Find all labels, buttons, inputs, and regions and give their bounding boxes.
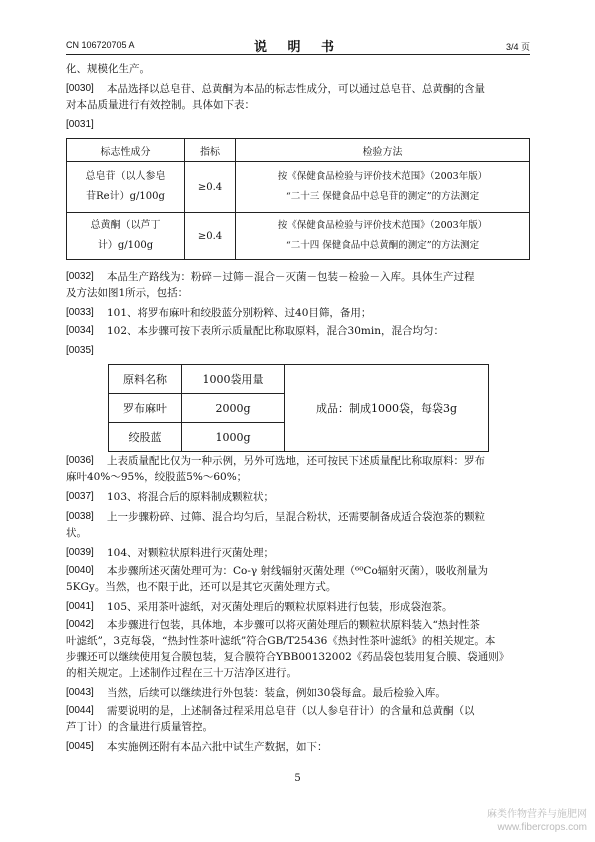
paragraph-line: 101、将罗布麻叶和绞股蓝分别粉粹、过40目筛，备用； xyxy=(107,307,372,319)
paragraph-line: 芦丁计）的含量进行质量管控。 xyxy=(66,721,213,733)
page-number: 5 xyxy=(294,773,301,784)
watermark-line: 麻类作物营养与施肥网 xyxy=(487,809,587,820)
table-cell: 罗布麻叶 xyxy=(109,394,182,423)
table-header: 标志性成分 xyxy=(67,139,185,162)
paragraph-line: 本品生产路线为：粉碎－过筛－混合－灭菌－包装－检验－入库。具体生产过程 xyxy=(107,271,475,283)
paragraph-line: 叶滤纸”，3克每袋，“热封性茶叶滤纸”符合GB/T25436《热封性茶叶滤纸》的相关规定。本 xyxy=(66,635,496,647)
table-header: 检验方法 xyxy=(236,139,530,162)
paragraph-line: 化、规模化生产。 xyxy=(66,63,150,75)
table-header: 指标 xyxy=(185,139,236,162)
marker-component-table xyxy=(66,138,530,260)
paragraph-tag: [0044] xyxy=(66,705,94,716)
paragraph-line: 本步骤进行包装，具体地，本步骤可以将灭菌处理后的颗粒状原料装入“热封性茶 xyxy=(107,619,480,631)
table-cell: ≥0.4 xyxy=(185,213,236,260)
paragraph-line: 麻叶40%～95%，绞股蓝5%～60%； xyxy=(66,471,248,483)
table-header: 1000袋用量 xyxy=(182,365,285,394)
paragraph-tag: [0030] xyxy=(66,83,94,94)
paragraph-line: 本品选择以总皂苷、总黄酮为本品的标志性成分，可以通过总皂苷、总黄酮的含量 xyxy=(107,83,485,95)
paragraph-line: 105、采用茶叶滤纸，对灭菌处理后的颗粒状原料进行包装，形成袋泡茶。 xyxy=(107,601,453,613)
paragraph-line: 本步骤所述灭菌处理可为：Co-γ 射线辐射灭菌处理（⁶⁰Co辐射灭菌），吸收剂量为 xyxy=(107,565,489,577)
paragraph-tag: [0031] xyxy=(66,119,94,130)
paragraph-line: 上一步骤粉碎、过筛、混合均匀后，呈混合粉状，还需要制备成适合袋泡茶的颗粒 xyxy=(107,511,485,523)
paragraph-line: 状。 xyxy=(66,527,87,539)
watermark-line: www.fibercrops.com xyxy=(497,822,587,833)
paragraph-tag: [0038] xyxy=(66,511,94,522)
paragraph-tag: [0032] xyxy=(66,271,94,282)
paragraph-line: 上表质量配比仅为一种示例，另外可选地，还可按民下述质量配比称取原料：罗布 xyxy=(107,455,485,467)
paragraph-line: 本实施例还附有本品六批中试生产数据，如下： xyxy=(107,741,328,753)
table-cell: 1000g xyxy=(182,423,285,452)
paragraph-tag: [0037] xyxy=(66,491,94,502)
page-indicator: 3/4 页 xyxy=(505,42,530,52)
patent-number: CN 106720705 A xyxy=(66,40,135,50)
paragraph-tag: [0039] xyxy=(66,547,94,558)
paragraph-line: 当然，后续可以继续进行外包装：装盒，例如30袋每盒。最后检验入库。 xyxy=(107,687,446,699)
paragraph-tag: [0033] xyxy=(66,307,94,318)
table-row: 总黄酮（以芦丁 计）g/100g ≥0.4 按《保健食品检验与评价技术范围》（2003年版） “二十四 保健食品中总黄酮的测定”的方法测定 xyxy=(67,213,530,260)
paragraph-line: 103、将混合后的原料制成颗粒状； xyxy=(107,491,275,503)
paragraph-line: 5KGy。当然，也不限于此，还可以是其它灭菌处理方式。 xyxy=(66,581,337,593)
paragraph-tag: [0043] xyxy=(66,687,94,698)
paragraph-tag: [0040] xyxy=(66,565,94,576)
paragraph-line: 对本品质量进行有效控制。具体如下表： xyxy=(66,99,255,111)
paragraph-tag: [0045] xyxy=(66,741,94,752)
page-header xyxy=(66,36,530,55)
paragraph-line: 及方法如图1所示，包括： xyxy=(66,287,189,299)
paragraph-line: 步骤还可以继续使用复合膜包装，复合膜符合YBB00132002《药品袋包装用复合膜、袋通则》 xyxy=(66,651,510,663)
paragraph-line: 102、本步骤可按下表所示质量配比称取原料，混合30min，混合均匀： xyxy=(107,325,444,337)
paragraph-tag: [0042] xyxy=(66,619,94,630)
formula-table xyxy=(108,364,489,452)
table-row: 总皂苷（以人参皂 苷Re计）g/100g ≥0.4 按《保健食品检验与评价技术范围》（2003年版） “二十三 保健食品中总皂苷的测定”的方法测定 xyxy=(67,162,530,213)
paragraph-line: 需要说明的是，上述制备过程采用总皂苷（以人参皂苷计）的含量和总黄酮（以 xyxy=(107,705,475,717)
product-note: 成品：制成1000袋，每袋3g xyxy=(285,365,489,452)
table-header: 原料名称 xyxy=(109,365,182,394)
table-cell: 2000g xyxy=(182,394,285,423)
table-cell: 绞股蓝 xyxy=(109,423,182,452)
watermark xyxy=(487,808,587,834)
paragraph-tag: [0041] xyxy=(66,601,94,612)
paragraph-line: 104、对颗粒状原料进行灭菌处理； xyxy=(107,547,275,559)
paragraph-line: 的相关规定。上述制作过程在三十万洁净区进行。 xyxy=(66,667,297,679)
paragraph-tag: [0036] xyxy=(66,455,94,466)
table-cell: ≥0.4 xyxy=(185,162,236,213)
paragraph-tag: [0034] xyxy=(66,325,94,336)
paragraph-tag: [0035] xyxy=(66,345,94,356)
document-title: 说 明 书 xyxy=(253,40,343,55)
